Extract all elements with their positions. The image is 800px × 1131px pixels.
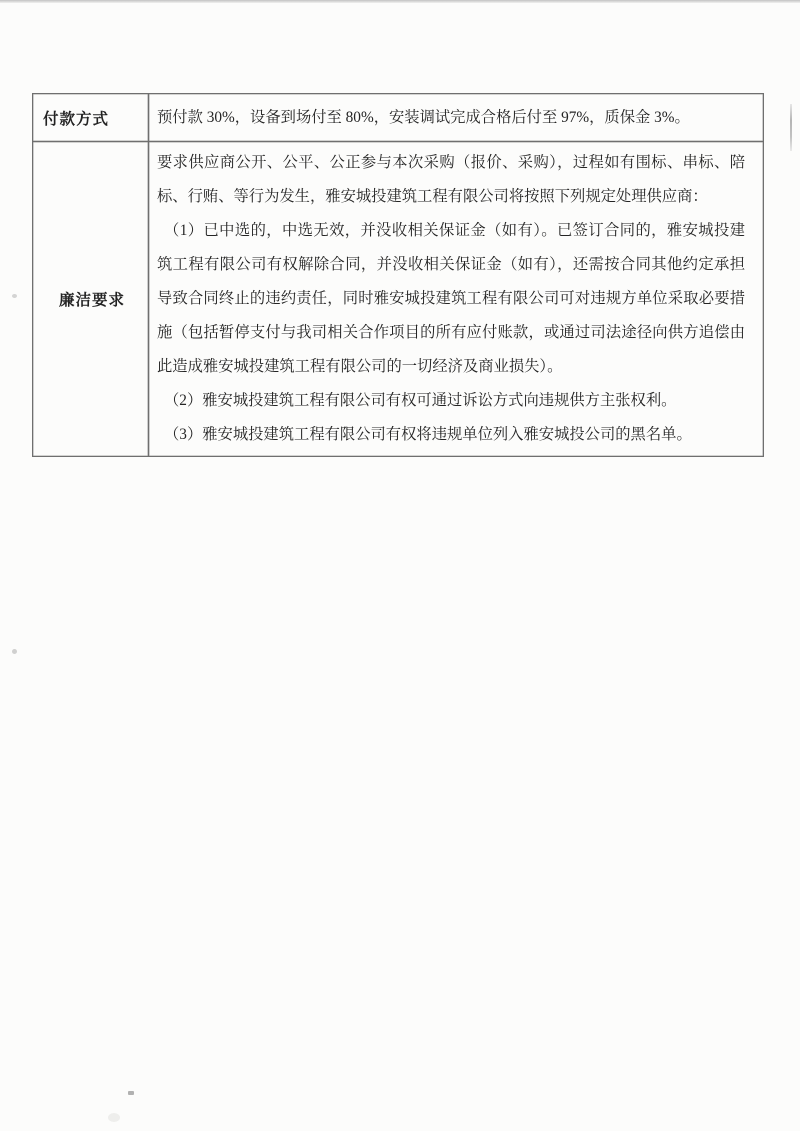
table-row-integrity-requirements — [33, 142, 764, 457]
integrity-clause-3: （3）雅安城投建筑工程有限公司有权将违规单位列入雅安城投公司的黑名单。 — [164, 426, 692, 443]
scan-speck — [12, 649, 17, 654]
table-row-payment-method — [33, 94, 764, 142]
payment-method-content-cell — [149, 94, 764, 142]
procurement-terms-table — [32, 93, 764, 457]
payment-method-label-cell — [33, 94, 149, 142]
integrity-clause-2: （2）雅安城投建筑工程有限公司有权可通过诉讼方式向违规供方主张权利。 — [164, 392, 677, 409]
integrity-content-cell — [149, 142, 764, 457]
scan-streak — [790, 104, 792, 151]
scan-edge-top — [0, 0, 800, 3]
scan-speck — [128, 1091, 134, 1095]
integrity-clause-1: （1）已中选的，中选无效，并没收相关保证金（如有）。已签订合同的，雅安城投建筑工程有限公司有权解除合同，并没收相关保证金（如有），还需按合同其他约定承担导致合同终止的违约责任，同时雅安城投建筑工程有限公司可对违规方单位采取必要措施（包括暂停支付与我司相关合作项目的所有应付账款，或通过司法途径向供方追偿由此造成雅安城投建筑工程有限公司的一切经济及商业损失）。 — [157, 222, 745, 375]
scan-speck — [12, 294, 17, 298]
integrity-intro-text: 要求供应商公开、公平、公正参与本次采购（报价、采购），过程如有围标、串标、陪标、行贿、等行为发生，雅安城投建筑工程有限公司将按照下列规定处理供应商： — [157, 154, 745, 205]
integrity-label-cell — [33, 142, 149, 457]
payment-terms-text: 预付款 30%，设备到场付至 80%，安装调试完成合格后付至 97%，质保金 3%。 — [157, 109, 690, 126]
payment-method-label: 付款方式 — [43, 110, 110, 128]
scan-speck — [108, 1113, 120, 1122]
integrity-requirements-label: 廉洁要求 — [59, 292, 126, 309]
